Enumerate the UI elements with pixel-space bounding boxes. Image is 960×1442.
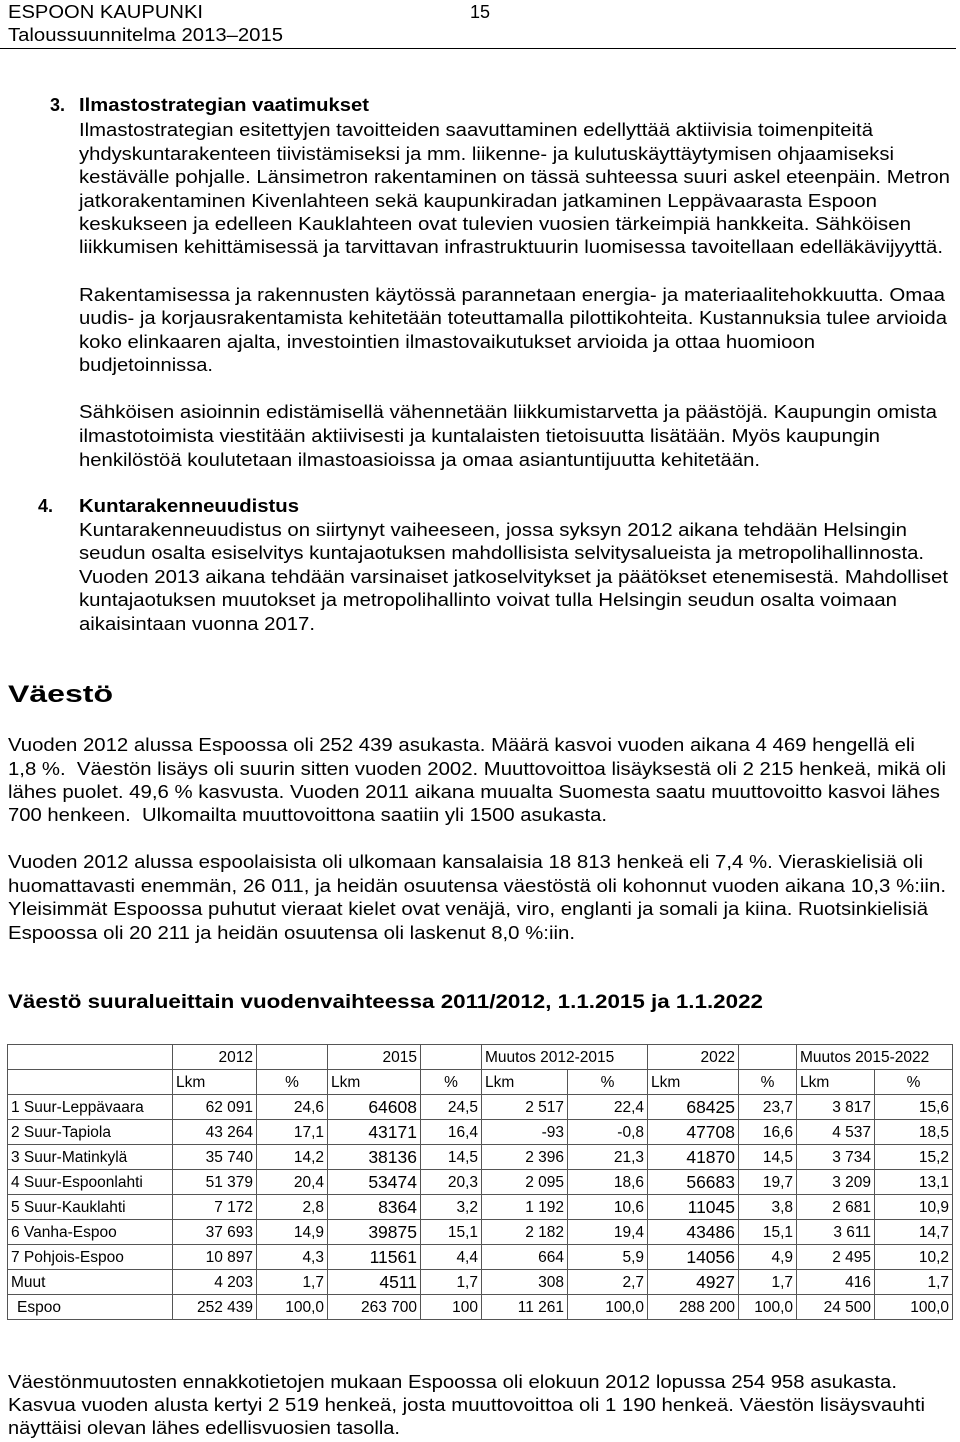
value-cell: 4511 (328, 1270, 421, 1295)
paragraph-line: Rakentamisessa ja rakennusten käytössä parannetaan energia- ja materiaalitehokkuutta. Omaa (79, 285, 945, 305)
area-name-cell: 2 Suur-Tapiola (8, 1120, 173, 1145)
paragraph-line: 700 henkeen. Ulkomailta muuttovoittona saatiin yli 1500 asukasta. (8, 805, 607, 825)
header-divider (0, 48, 956, 49)
value-cell: 14,7 (875, 1220, 953, 1245)
table-row (8, 1170, 953, 1195)
value-cell: 3,2 (421, 1195, 482, 1220)
value-cell: 2,8 (257, 1195, 328, 1220)
value-cell: 2 182 (482, 1220, 568, 1245)
value-cell: 100,0 (568, 1295, 648, 1320)
value-cell: 3 611 (797, 1220, 875, 1245)
value-cell: 3 734 (797, 1145, 875, 1170)
value-cell: 10,9 (875, 1195, 953, 1220)
paragraph-line: Sähköisen asioinnin edistämisellä vähennetään liikkumistarvetta ja päästöjä. Kaupungin omista (79, 402, 937, 422)
value-cell: 15,2 (875, 1145, 953, 1170)
value-cell: 2 095 (482, 1170, 568, 1195)
paragraph-line: henkilöstöä koulutetaan ilmastoasioissa ja omaa asiantuntijuutta kehitetään. (79, 450, 761, 470)
value-cell: 100,0 (739, 1295, 797, 1320)
value-cell: 14,5 (421, 1145, 482, 1170)
table-title: Väestö suuralueittain vuodenvaihteessa 2011/2012, 1.1.2015 ja 1.1.2022 (8, 991, 763, 1013)
paragraph-line: seudun osalta esiselvitys kuntajaotuksen mahdollisista selvitysalueista ja metropolihallinnosta. (79, 543, 925, 563)
group-header-cell: 2022 (648, 1045, 739, 1070)
paragraph-line: Vuoden 2012 alussa espoolaisista oli ulkomaan kansalaisia 18 813 henkeä eli 7,4 %. Vieraskielisiä oli (8, 852, 923, 872)
paragraph-line: kestävälle pohjalle. Länsimetron rakentaminen on tässä suhteessa suuri askel eteenpäin. Metron (79, 167, 950, 187)
section-title: Ilmastostrategian vaatimukset (79, 95, 370, 115)
area-name-cell: 3 Suur-Matinkylä (8, 1145, 173, 1170)
section-heading: Väestö (8, 681, 113, 708)
value-cell: 24,5 (421, 1095, 482, 1120)
value-cell: 4,9 (739, 1245, 797, 1270)
value-cell: 38136 (328, 1145, 421, 1170)
paragraph-line: kuntajaotuksen muutokset ja metropolihallinto voivat tulla Helsingin seudun osalta voimaan (79, 590, 897, 610)
column-header-cell: % (421, 1070, 482, 1095)
value-cell: 4,4 (421, 1245, 482, 1270)
paragraph-line: aikaisintaan vuonna 2017. (79, 614, 316, 634)
column-header-cell: Lkm (797, 1070, 875, 1095)
group-header-cell: Muutos 2015-2022 (797, 1045, 953, 1070)
column-header-cell: % (739, 1070, 797, 1095)
paragraph-line: Väestönmuutosten ennakkotietojen mukaan Espoossa oli elokuun 2012 lopussa 254 958 asukasta. (8, 1372, 897, 1392)
value-cell: 56683 (648, 1170, 739, 1195)
value-cell: 35 740 (173, 1145, 257, 1170)
paragraph-line: ilmastotoimista viestitään aktiivisesti ja kuntalaisten tietoisuutta lisätään. Myös kaupungin (79, 426, 881, 446)
value-cell: 37 693 (173, 1220, 257, 1245)
group-header-cell: 2015 (328, 1045, 421, 1070)
value-cell: 308 (482, 1270, 568, 1295)
value-cell: 16,6 (739, 1120, 797, 1145)
paragraph-line: näyttäisi olevan lähes edellisvuosien tasolla. (8, 1418, 400, 1438)
value-cell: 15,1 (421, 1220, 482, 1245)
area-name-cell: 1 Suur-Leppävaara (8, 1095, 173, 1120)
paragraph-line: keskukseen ja edelleen Kauklahteen ovat tulevien vuosien tärkeimpiä hankkeita. Sähköisen (79, 214, 912, 234)
table-row (8, 1145, 953, 1170)
value-cell: 8364 (328, 1195, 421, 1220)
group-header-cell: 2012 (173, 1045, 257, 1070)
paragraph-line: Yleisimmät Espoossa puhutut vieraat kielet ovat venäjä, viro, englanti ja somali ja kiina. Ruotsinkielisiä (8, 899, 929, 919)
column-header-cell: Lkm (328, 1070, 421, 1095)
value-cell: 18,5 (875, 1120, 953, 1145)
section-title: Kuntarakenneuudistus (79, 496, 299, 516)
paragraph-line: huomattavasti enemmän, 26 011, ja heidän osuutensa väestöstä oli kohonnut vuoden aikana 10,3 %:iin. (8, 876, 947, 896)
table-row (8, 1095, 953, 1120)
value-cell: 5,9 (568, 1245, 648, 1270)
paragraph-line: Ilmastostrategian esitettyjen tavoitteiden saavuttaminen edellyttää aktiivisia toimenpiteitä (79, 120, 873, 140)
value-cell: 11045 (648, 1195, 739, 1220)
value-cell: -93 (482, 1120, 568, 1145)
column-header-cell: Lkm (648, 1070, 739, 1095)
paragraph-line: Espoossa oli 20 211 ja heidän osuutensa oli laskenut 8,0 %:iin. (8, 923, 575, 943)
value-cell: 11561 (328, 1245, 421, 1270)
value-cell: 2 517 (482, 1095, 568, 1120)
value-cell: 47708 (648, 1120, 739, 1145)
table-corner-cell (8, 1070, 173, 1095)
value-cell: 41870 (648, 1145, 739, 1170)
value-cell: 24 500 (797, 1295, 875, 1320)
page-number: 15 (470, 2, 491, 22)
value-cell: 62 091 (173, 1095, 257, 1120)
column-header-cell: % (875, 1070, 953, 1095)
paragraph-line: liikkumisen kehittämisessä ja tarvittavan infrastruktuurin luomisessa tavoitellaan edelläkävijyyttä. (79, 237, 943, 257)
paragraph-line: jatkorakentaminen Kivenlahteen sekä kaupunkiradan jatkaminen Leppävaarasta Espoon (79, 191, 877, 211)
value-cell: 24,6 (257, 1095, 328, 1120)
section-number: 3. (50, 95, 66, 115)
area-name-cell: 7 Pohjois-Espoo (8, 1245, 173, 1270)
value-cell: 53474 (328, 1170, 421, 1195)
paragraph-line: uudis- ja korjausrakentamista kehitetään toteuttamalla pilottikohteita. Kustannuksia tulee arvioida (79, 308, 947, 328)
value-cell: 7 172 (173, 1195, 257, 1220)
value-cell: 3,8 (739, 1195, 797, 1220)
value-cell: 16,4 (421, 1120, 482, 1145)
value-cell: 15,6 (875, 1095, 953, 1120)
empty-header-cell (739, 1045, 797, 1070)
table-row (8, 1195, 953, 1220)
value-cell: 43 264 (173, 1120, 257, 1145)
column-header-cell: Lkm (482, 1070, 568, 1095)
value-cell: 39875 (328, 1220, 421, 1245)
value-cell: 4927 (648, 1270, 739, 1295)
value-cell: 3 209 (797, 1170, 875, 1195)
value-cell: 17,1 (257, 1120, 328, 1145)
value-cell: 2,7 (568, 1270, 648, 1295)
value-cell: 2 495 (797, 1245, 875, 1270)
value-cell: 20,3 (421, 1170, 482, 1195)
value-cell: 416 (797, 1270, 875, 1295)
paragraph-line: Kuntarakenneuudistus on siirtynyt vaiheeseen, jossa syksyn 2012 aikana tehdään Helsingin (79, 520, 908, 540)
value-cell: 43486 (648, 1220, 739, 1245)
section-number: 4. (38, 496, 54, 516)
value-cell: 13,1 (875, 1170, 953, 1195)
paragraph-line: Kasvua vuoden alusta kertyi 2 519 henkeä, josta muuttovoittoa oli 1 190 henkeä. Väestön lisäysvauhti (8, 1395, 926, 1415)
paragraph-line: budjetoinnissa. (79, 355, 214, 375)
population-table (7, 1044, 953, 1320)
value-cell: 10,2 (875, 1245, 953, 1270)
area-name-cell: 5 Suur-Kauklahti (8, 1195, 173, 1220)
paragraph-line: Vuoden 2012 alussa Espoossa oli 252 439 asukasta. Määrä kasvoi vuoden aikana 4 469 hengellä eli (8, 735, 915, 755)
column-header-cell: % (257, 1070, 328, 1095)
column-header-cell: Lkm (173, 1070, 257, 1095)
table-row (8, 1245, 953, 1270)
value-cell: 14056 (648, 1245, 739, 1270)
area-name-cell: 4 Suur-Espoonlahti (8, 1170, 173, 1195)
column-header-cell: % (568, 1070, 648, 1095)
value-cell: 288 200 (648, 1295, 739, 1320)
value-cell: 23,7 (739, 1095, 797, 1120)
table-corner-cell (8, 1045, 173, 1070)
value-cell: 100 (421, 1295, 482, 1320)
empty-header-cell (257, 1045, 328, 1070)
paragraph-line: Vuoden 2013 aikana tehdään varsinaiset jatkoselvitykset ja päätökset etenemisestä. Mahdolliset (79, 567, 949, 587)
value-cell: 68425 (648, 1095, 739, 1120)
value-cell: 1 192 (482, 1195, 568, 1220)
value-cell: 1,7 (421, 1270, 482, 1295)
value-cell: 1,7 (257, 1270, 328, 1295)
organization-name: ESPOON KAUPUNKI (8, 2, 204, 22)
value-cell: 263 700 (328, 1295, 421, 1320)
value-cell: 11 261 (482, 1295, 568, 1320)
area-name-cell: 6 Vanha-Espoo (8, 1220, 173, 1245)
table-body (8, 1095, 953, 1320)
value-cell: 15,1 (739, 1220, 797, 1245)
value-cell: 2 681 (797, 1195, 875, 1220)
value-cell: 4 537 (797, 1120, 875, 1145)
paragraph-line: lähes puolet. 49,6 % kasvusta. Vuoden 2011 aikana muualta Suomesta saatu muuttovoitto kasvoi lähes (8, 782, 940, 802)
value-cell: 43171 (328, 1120, 421, 1145)
value-cell: 4 203 (173, 1270, 257, 1295)
table-group-header-row (8, 1045, 953, 1070)
table-row (8, 1220, 953, 1245)
value-cell: -0,8 (568, 1120, 648, 1145)
value-cell: 18,6 (568, 1170, 648, 1195)
value-cell: 20,4 (257, 1170, 328, 1195)
document-title: Taloussuunnitelma 2013–2015 (8, 25, 284, 45)
value-cell: 2 396 (482, 1145, 568, 1170)
value-cell: 14,5 (739, 1145, 797, 1170)
paragraph-line: 1,8 %. Väestön lisäys oli suurin sitten vuoden 2002. Muuttovoittoa lisäyksestä oli 2 215 henkeä, mikä oli (8, 759, 947, 779)
value-cell: 1,7 (739, 1270, 797, 1295)
value-cell: 100,0 (875, 1295, 953, 1320)
value-cell: 22,4 (568, 1095, 648, 1120)
value-cell: 664 (482, 1245, 568, 1270)
value-cell: 14,9 (257, 1220, 328, 1245)
table-row (8, 1120, 953, 1145)
value-cell: 4,3 (257, 1245, 328, 1270)
value-cell: 252 439 (173, 1295, 257, 1320)
value-cell: 64608 (328, 1095, 421, 1120)
value-cell: 10,6 (568, 1195, 648, 1220)
empty-header-cell (421, 1045, 482, 1070)
table-column-header-row (8, 1070, 953, 1095)
group-header-cell: Muutos 2012-2015 (482, 1045, 648, 1070)
value-cell: 100,0 (257, 1295, 328, 1320)
table-row (8, 1270, 953, 1295)
value-cell: 10 897 (173, 1245, 257, 1270)
area-name-cell: Espoo (8, 1295, 173, 1320)
value-cell: 1,7 (875, 1270, 953, 1295)
value-cell: 19,7 (739, 1170, 797, 1195)
value-cell: 14,2 (257, 1145, 328, 1170)
value-cell: 51 379 (173, 1170, 257, 1195)
paragraph-line: yhdyskuntarakenteen tiivistämiseksi ja mm. liikenne- ja kulutuskäyttäytymisen ohjaamiseksi (79, 144, 894, 164)
value-cell: 19,4 (568, 1220, 648, 1245)
table-row (8, 1295, 953, 1320)
area-name-cell: Muut (8, 1270, 173, 1295)
value-cell: 21,3 (568, 1145, 648, 1170)
value-cell: 3 817 (797, 1095, 875, 1120)
paragraph-line: koko elinkaaren ajalta, investointien ilmastovaikutukset arvioida ja ottaa huomioon (79, 332, 816, 352)
